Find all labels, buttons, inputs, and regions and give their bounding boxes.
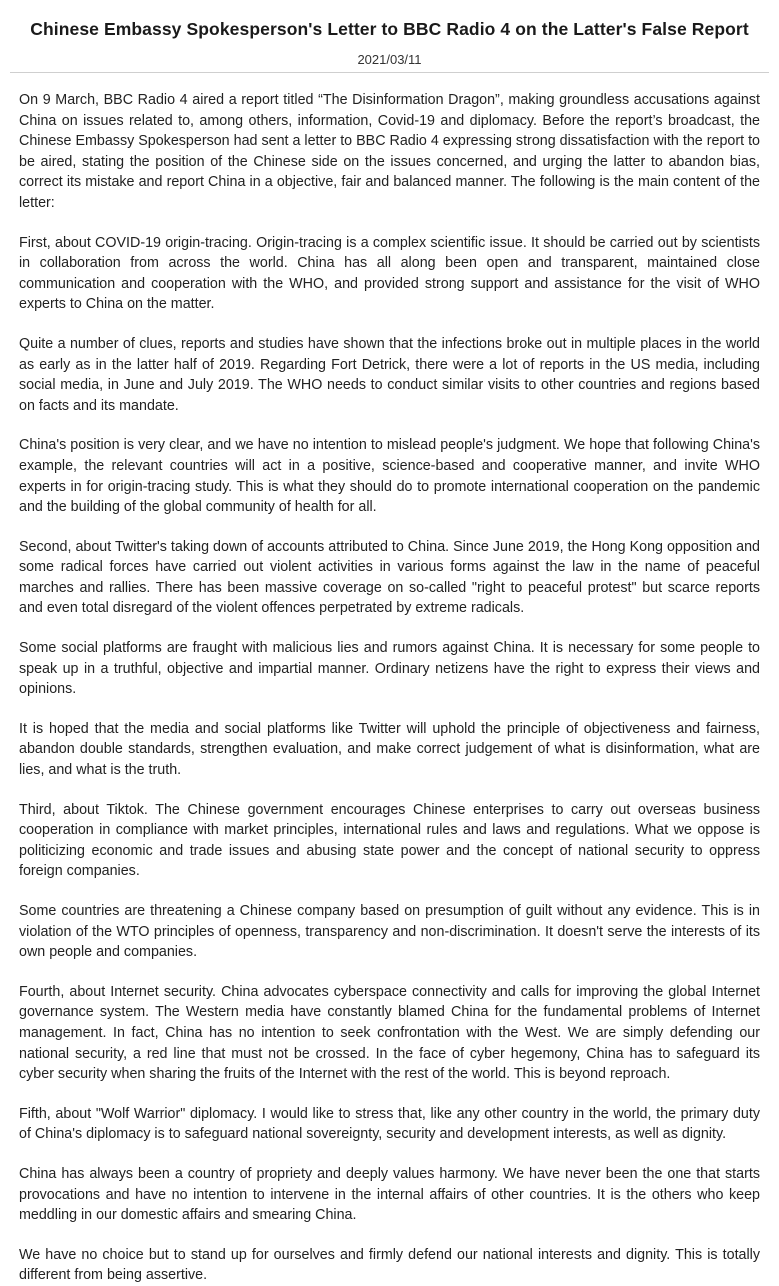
article-paragraph: Fourth, about Internet security. China advocates cyberspace connectivity and calls for improving the global Internet governance system. The Western media have constantly blamed China for the fundamental problems of Internet management. In fact, China has no intention to seek confrontation with the West. We are simply defending our national security, a red line that must not be crossed. In the face of cyber hegemony, China has to safeguard its cyber security when sharing the fruits of the Internet with the rest of the world. This is beyond reproach. xyxy=(19,983,760,1083)
article-paragraph: Some social platforms are fraught with malicious lies and rumors against China. It is necessary for some people to speak up in a truthful, objective and impartial manner. Ordinary netizens have the right to express their views and opinions. xyxy=(19,640,760,698)
article-paragraph: On 9 March, BBC Radio 4 aired a report titled “The Disinformation Dragon”, making groundless accusations against China on issues related to, among others, information, Covid-19 and diplomacy. Before the report’s broadcast, the Chinese Embassy Spokesperson had sent a letter to BBC Radio 4 expressing strong dissatisfaction with the report to be aired, stating the position of the Chinese side on the issues concerned, and urging the latter to abandon bias, correct its mistake and report China in a objective, fair and balanced manner. The following is the main content of the letter: xyxy=(19,92,760,211)
article-paragraph: Fifth, about "Wolf Warrior" diplomacy. I would like to stress that, like any other country in the world, the primary duty of China's diplomacy is to safeguard national sovereignty, security and development interests, as well as dignity. xyxy=(19,1105,760,1143)
article-paragraph: China has always been a country of propriety and deeply values harmony. We have never been the one that starts provocations and have no intention to intervene in the internal affairs of other countries. It is the others who keep meddling in our domestic affairs and smearing China. xyxy=(19,1165,760,1224)
article-paragraph: Second, about Twitter's taking down of accounts attributed to China. Since June 2019, the Hong Kong opposition and some radical forces have carried out violent activities in various forms against the law in the name of peaceful marches and rallies. There has been massive coverage on so-called "right to peaceful protest" but scarce reports and even total disregard of the violent offences perpetrated by extreme radicals. xyxy=(19,538,760,617)
article-paragraph: First, about COVID-19 origin-tracing. Origin-tracing is a complex scientific issue. It should be carried out by scientists in collaboration from across the world. China has all along been open and transparent, maintained close communication and cooperation with the WHO, and provided strong support and assistance for the visit of WHO experts to China on the matter. xyxy=(19,234,760,313)
article-paragraph: China's position is very clear, and we have no intention to mislead people's judgment. We hope that following China's example, the relevant countries will act in a positive, science-based and cooperative manner, and invite WHO experts in for origin-tracing study. This is what they should do to promote international cooperation on the pandemic and the building of the global community of health for all. xyxy=(19,437,760,516)
article-body xyxy=(10,90,769,1286)
article-date: 2021/03/11 xyxy=(357,52,422,67)
article-paragraph: Quite a number of clues, reports and studies have shown that the infections broke out in multiple places in the world as early as in the latter half of 2019. Regarding Fort Detrick, there were a lot of reports in the US media, including social media, in June and July 2019. The WHO needs to conduct similar visits to other countries and regions based on facts and its mandate. xyxy=(19,335,760,414)
article-paragraph: It is hoped that the media and social platforms like Twitter will uphold the principle of objectiveness and fairness, abandon double standards, strengthen evaluation, and make correct judgement of what is disinformation, what are lies, and what is the truth. xyxy=(19,720,760,779)
article-paragraph: Some countries are threatening a Chinese company based on presumption of guilt without any evidence. This is in violation of the WTO principles of openness, transparency and non-discrimination. It doesn't serve the interests of its own people and companies. xyxy=(19,903,760,961)
article-paragraph: Third, about Tiktok. The Chinese government encourages Chinese enterprises to carry out overseas business cooperation in compliance with market principles, international rules and laws and regulations. What we oppose is politicizing economic and trade issues and abusing state power and the concept of national security to oppress foreign companies. xyxy=(19,801,760,880)
title-divider xyxy=(10,72,769,73)
article-title: Chinese Embassy Spokesperson's Letter to BBC Radio 4 on the Latter's False Report xyxy=(30,19,749,39)
article-paragraph: We have no choice but to stand up for ourselves and firmly defend our national interests and dignity. This is totally different from being assertive. xyxy=(19,1246,760,1284)
